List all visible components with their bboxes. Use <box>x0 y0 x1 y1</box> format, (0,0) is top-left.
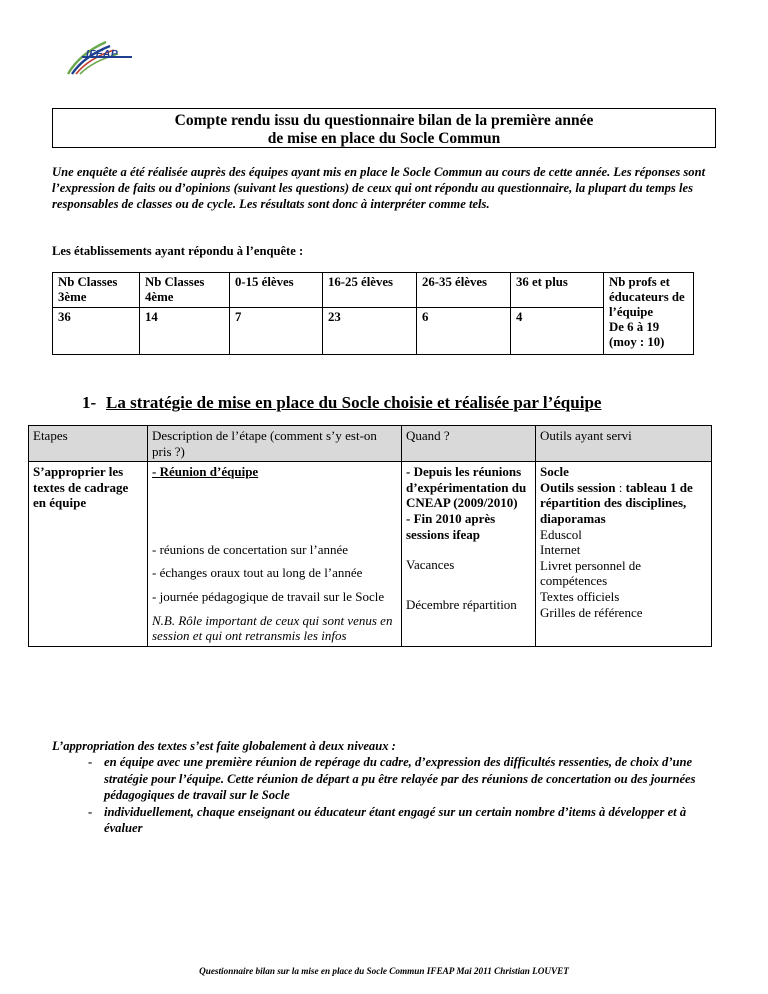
strategy-header-row <box>29 426 712 462</box>
bullet-dash: - <box>88 755 93 770</box>
description-item: - réunions de concertation sur l’année <box>152 541 349 557</box>
logo-text: IFEAP <box>86 48 118 60</box>
section-number: 1- <box>82 393 97 412</box>
bullet-dash: - <box>88 804 93 819</box>
stats-header-row <box>53 273 694 308</box>
section-title: La stratégie de mise en place du Socle choisie et réalisée par l’équipe <box>106 393 602 412</box>
stats-header-cell: 16-25 élèves <box>323 273 417 308</box>
tools-cell <box>536 462 712 647</box>
description-cell <box>148 462 402 647</box>
etape-cell: S’approprier les textes de cadrage en équipe <box>29 462 148 647</box>
list-item-text: en équipe avec une première réunion de repérage du cadre, d’expression des difficultés ressenties, de choix d’une stratégie pour l’équipe. Cette réunion de départ a pu être relayée par des réunions de concertation ou des journées pédagogiques de travail sur le Socle <box>104 755 696 803</box>
tools-item: Socle <box>540 464 569 480</box>
description-item: - Réunion d’équipe <box>152 464 259 480</box>
strategy-header-cell: Outils ayant servi <box>536 426 712 462</box>
strategy-header-cell: Etapes <box>29 426 148 462</box>
team-size-label: Nb profs et éducateurs de l’équipe <box>609 275 685 319</box>
document-title <box>52 108 716 148</box>
description-item: - échanges oraux tout au long de l’année <box>152 565 363 581</box>
conclusion-intro: L’appropriation des textes s’est faite globalement à deux niveaux : <box>52 739 396 753</box>
tools-item: Internet <box>540 542 581 558</box>
section-heading <box>82 393 601 413</box>
stats-header-cell: Nb Classes 3ème <box>53 273 140 308</box>
stats-value-cell: 6 <box>417 308 511 355</box>
stats-value-cell: 14 <box>140 308 230 355</box>
stats-value-cell: 7 <box>230 308 323 355</box>
description-note: N.B. Rôle important de ceux qui sont venus en session et qui ont retransmis les infos <box>152 612 393 644</box>
when-item: Décembre répartition <box>406 596 517 612</box>
tools-item: Eduscol <box>540 526 582 542</box>
strategy-header-cell: Quand ? <box>402 426 536 462</box>
establishments-label: Les établissements ayant répondu à l’enquête : <box>52 244 304 258</box>
when-cell <box>402 462 536 647</box>
list-item-text: individuellement, chaque enseignant ou éducateur étant engagé sur un certain nombre d’items à développer et à évaluer <box>104 804 687 836</box>
stats-header-cell: 0-15 élèves <box>230 273 323 308</box>
stats-value-cell: 36 <box>53 308 140 355</box>
page-footer: Questionnaire bilan sur la mise en place du Socle Commun IFEAP Mai 2011 Christian LOUVET <box>199 966 569 976</box>
stats-value-row <box>53 308 694 355</box>
tools-item-sep: : <box>615 479 626 495</box>
conclusion-list <box>52 754 720 836</box>
stats-header-cell: Nb Classes 4ème <box>140 273 230 308</box>
intro-paragraph: Une enquête a été réalisée auprès des équipes ayant mis en place le Socle Commun au cours de cette année. Les réponses sont l’expression de faits ou d’opinions (suivant les questions) de ceux qui ont répondu au questionnaire, la plupart du temps les responsables de classes ou de cycle. Les résultats sont donc à interpréter comme tels. <box>52 165 706 212</box>
tools-item: Livret personnel de compétences <box>540 557 642 589</box>
tools-item-bold: tableau 1 de répartition des disciplines, diaporamas <box>540 479 693 526</box>
team-size-value: De 6 à 19 (moy : 10) <box>609 320 665 349</box>
conclusion <box>52 738 720 836</box>
strategy-header-cell: Description de l’étape (comment s’y est-on pris ?) <box>148 426 402 462</box>
title-line-2: de mise en place du Socle Commun <box>267 130 501 147</box>
tools-item-bold: Outils session <box>540 479 616 495</box>
when-item: - Fin 2010 après sessions ifeap <box>406 510 496 542</box>
tools-item <box>540 480 707 527</box>
stats-value-cell: 23 <box>323 308 417 355</box>
when-item: - Depuis les réunions d’expérimentation du CNEAP (2009/2010) <box>406 464 527 511</box>
strategy-row <box>29 462 712 647</box>
when-item: Vacances <box>406 557 455 573</box>
stats-value-cell: 4 <box>511 308 604 355</box>
list-item <box>52 754 720 803</box>
tools-item: Grilles de référence <box>540 604 643 620</box>
list-item <box>52 804 720 837</box>
tools-item: Textes officiels <box>540 588 620 604</box>
stats-header-cell: 36 et plus <box>511 273 604 308</box>
description-item: - journée pédagogique de travail sur le Socle <box>152 588 385 604</box>
stats-table <box>52 272 694 355</box>
strategy-table <box>28 425 712 647</box>
title-line-1: Compte rendu issu du questionnaire bilan de la première année <box>174 112 594 129</box>
stats-team-cell <box>604 273 694 355</box>
stats-header-cell: 26-35 élèves <box>417 273 511 308</box>
